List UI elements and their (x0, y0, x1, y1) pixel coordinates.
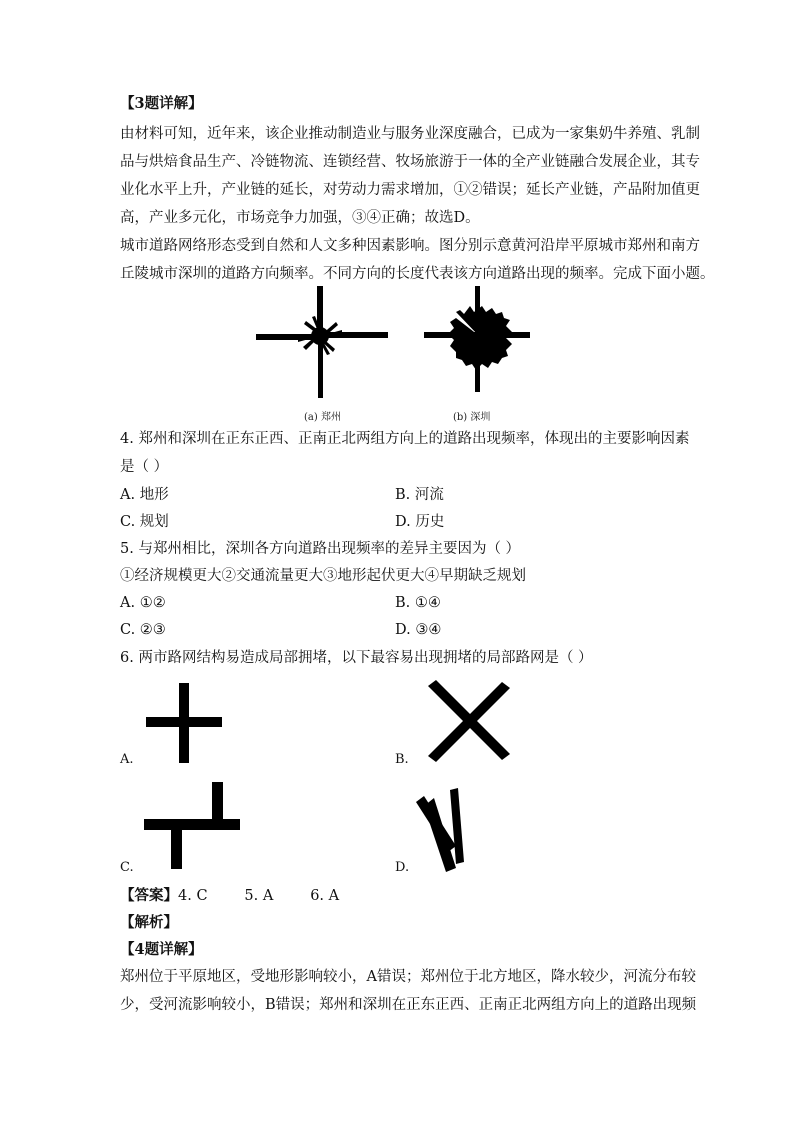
section3-heading: 【3题详解】 (120, 95, 203, 112)
answer-label: 【答案】 (120, 887, 178, 904)
q6-option-b-label[interactable]: B. (395, 752, 409, 767)
shenzhen-road-rose-diagram (422, 284, 534, 396)
intro-line-2: 丘陵城市深圳的道路方向频率。不同方向的长度代表该方向道路出现的频率。完成下面小题。 (120, 266, 715, 282)
q6-option-d-label[interactable]: D. (395, 860, 410, 875)
q6-option-c-label[interactable]: C. (120, 860, 134, 875)
q4-stem-line-2: 是（ ） (120, 459, 169, 475)
q6-option-a-label[interactable]: A. (120, 752, 134, 767)
figure-caption-a: (a) 郑州 (304, 412, 341, 423)
q4-stem-line-1: 4. 郑州和深圳在正东正西、正南正北两组方向上的道路出现频率，体现出的主要影响因素 (120, 431, 690, 447)
section3-line-4: 高，产业多元化，市场竞争力加强，③④正确；故选D。 (120, 210, 480, 226)
section3-line-3: 业化水平上升，产业链的延长，对劳动力需求增加，①②错误；延长产业链，产品附加值更 (120, 182, 700, 198)
q6-stem: 6. 两市路网结构易造成局部拥堵，以下最容易出现拥堵的局部路网是（ ） (120, 650, 593, 666)
q5-option-d[interactable]: D. ③④ (395, 622, 442, 638)
section3-line-1: 由材料可知，近年来，该企业推动制造业与服务业深度融合，已成为一家集奶牛养殖、乳制 (120, 126, 700, 142)
section3-line-2: 品与烘焙食品生产、冷链物流、连锁经营、牧场旅游于一体的全产业链融合发展企业，其专 (120, 154, 700, 170)
q6-option-c-road-diagram (144, 782, 242, 872)
q6-option-b-road-diagram (424, 680, 514, 762)
analysis-sub-heading: 【4题详解】 (120, 941, 203, 958)
q6-option-d-road-diagram (414, 788, 474, 872)
intro-line-1: 城市道路网络形态受到自然和人文多种因素影响。图分别示意黄河沿岸平原城市郑州和南方 (120, 238, 700, 254)
answer-text: 4. C 5. A 6. A (178, 888, 340, 904)
q4-option-a[interactable]: A. 地形 (120, 487, 169, 503)
q5-option-c[interactable]: C. ②③ (120, 622, 166, 638)
q5-stem: 5. 与郑州相比，深圳各方向道路出现频率的差异主要因为（ ） (120, 541, 521, 557)
figure-caption-b: (b) 深圳 (453, 412, 491, 423)
q5-option-b[interactable]: B. ①④ (395, 595, 441, 611)
q6-option-a-road-diagram (146, 683, 222, 765)
analysis-line-1: 郑州位于平原地区，受地形影响较小，A错误；郑州位于北方地区，降水较少，河流分布较 (120, 969, 696, 985)
q4-option-d[interactable]: D. 历史 (395, 514, 445, 530)
analysis-line-2: 少，受河流影响较小，B错误；郑州和深圳在正东正西、正南正北两组方向上的道路出现频 (120, 997, 697, 1013)
zhengzhou-road-rose-diagram (252, 284, 392, 402)
q5-statements: ①经济规模更大②交通流量更大③地形起伏更大④早期缺乏规划 (120, 568, 526, 584)
q4-option-b[interactable]: B. 河流 (395, 487, 444, 503)
q5-option-a[interactable]: A. ①② (120, 595, 166, 611)
answer-line (120, 886, 339, 906)
q4-option-c[interactable]: C. 规划 (120, 514, 169, 530)
analysis-heading: 【解析】 (120, 914, 178, 931)
